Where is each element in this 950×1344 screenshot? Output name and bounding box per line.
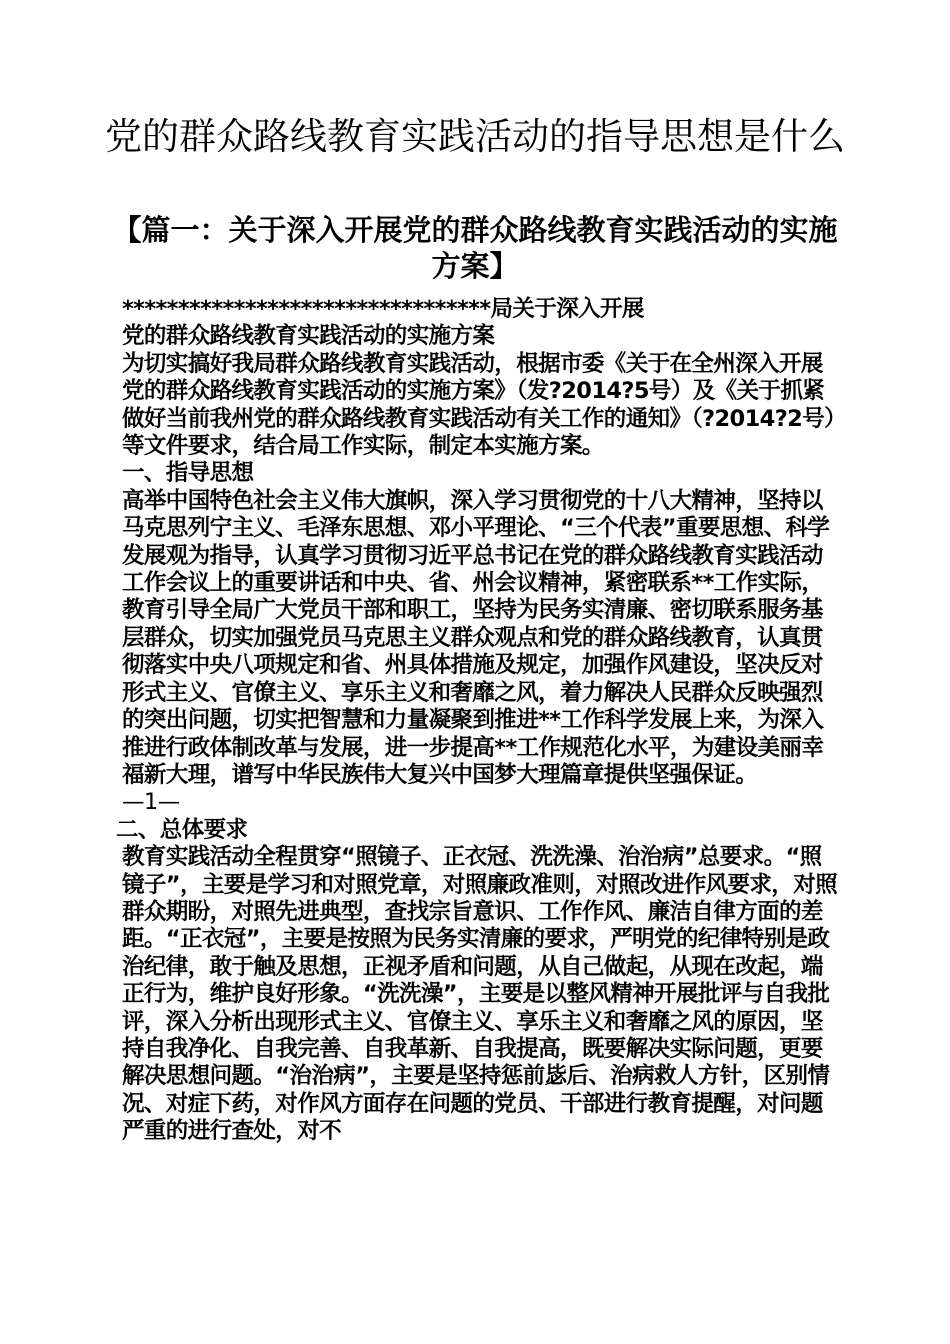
intro-paragraph: 为切实搞好我局群众路线教育实践活动，根据市委《关于在全州深入开展党的群众路线教育实践活动的实施方案》（发?2014?5号）及《关于抓紧做好当前我州党的群众路线教育实践活动有关工作的通知》（?2014?2号）等文件要求，结合局工作实际，制定本实施方案。 — [122, 350, 835, 460]
section-heading-overall-requirements: 二、总体要求 — [116, 816, 248, 843]
section-heading-guiding-ideology: 一、指导思想 — [122, 460, 254, 487]
page-number: —1— — [122, 789, 180, 816]
document-subtitle: 【篇一：关于深入开展党的群众路线教育实践活动的实施方案】 — [112, 213, 838, 283]
section-paragraph-guiding-ideology: 高举中国特色社会主义伟大旗帜，深入学习贯彻党的十八大精神，坚持以马克思列宁主义、毛泽东思想、邓小平理论、“三个代表”重要思想、科学发展观为指导，认真学习贯彻习近平总书记在党的群众路线教育实践活动工作会议上的重要讲话和中央、省、州会议精神，紧密联系**工作实际，教育引导全局广大党员干部和职工，坚持为民务实清廉、密切联系服务基层群众，切实加强党员马克思主义群众观点和党的群众路线教育，认真贯彻落实中央八项规定和省、州具体措施及规定，加强作风建设，坚决反对形式主义、官僚主义、享乐主义和奢靡之风，着力解决人民群众反映强烈的突出问题，切实把智慧和力量凝聚到推进**工作科学发展上来，为深入推进行政体制改革与发展，进一步提高**工作规范化水平，为建设美丽幸福新大理，谱写中华民族伟大复兴中国梦大理篇章提供坚强保证。 — [122, 487, 830, 788]
section-paragraph-overall-requirements: 教育实践活动全程贯穿“照镜子、正衣冠、洗洗澡、治治病”总要求。“照镜子”，主要是学习和对照党章，对照廉政准则，对照改进作风要求，对照群众期盼，对照先进典型，查找宗旨意识、工作作风、廉洁自律方面的差距。“正衣冠”，主要是按照为民务实清廉的要求，严明党的纪律特别是政治纪律，敢于触及思想，正视矛盾和问题，从自己做起，从现在改起，端正行为，维护良好形象。“洗洗澡”，主要是以整风精神开展批评与自我批评，深入分析出现形式主义、官僚主义、享乐主义和奢靡之风的原因，坚持自我净化、自我完善、自我革新、自我提高，既要解决实际问题，更要解决思想问题。“治治病”，主要是坚持惩前毖后、治病救人方针，区别情况、对症下药，对作风方面存在问题的党员、干部进行教育提醒，对问题严重的进行查处，对不 — [122, 844, 837, 1145]
doc-heading-line-1: *********************************局关于深入开展 — [122, 296, 644, 322]
document-body — [116, 296, 840, 1146]
document-title: 党的群众路线教育实践活动的指导思想是什么 — [105, 115, 845, 158]
doc-heading-line-2: 党的群众路线教育实践活动的实施方案 — [122, 323, 495, 350]
